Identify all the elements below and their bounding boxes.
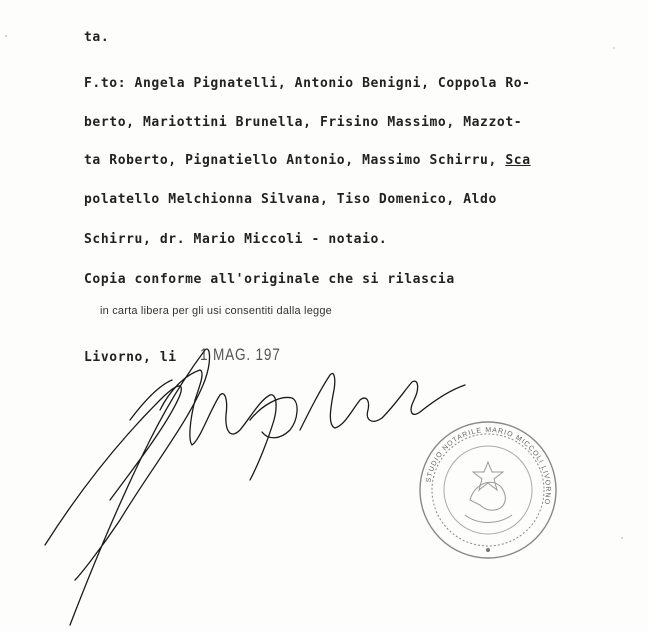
text-line-5: polatello Melchionna Silvana, Tiso Domenico, Aldo: [84, 192, 497, 207]
text-line-7: Copia conforme all'originale che si rilascia: [84, 272, 455, 287]
text-line-4-main: ta Roberto, Pignatiello Antonio, Massimo Schirru,: [84, 153, 506, 168]
text-line-1: ta.: [84, 30, 110, 45]
text-line-2: F.to: Angela Pignatelli, Antonio Benigni, Coppola Ro-: [84, 76, 531, 91]
text-line-6: Schirru, dr. Mario Miccoli - notaio.: [84, 232, 388, 247]
legal-stamp-line: in carta libera per gli usi consentiti dalla legge: [100, 305, 332, 317]
place-prefix: Livorno, li: [84, 350, 177, 365]
text-line-4-tail: Sca: [505, 153, 531, 168]
notary-seal: [420, 422, 556, 558]
handwritten-signature: [45, 349, 465, 625]
seal-text-path: STUDIO NOTARILE MARIO MICCOLI LIVORNO: [425, 426, 552, 506]
text-line-3: berto, Mariottini Brunella, Frisino Massimo, Mazzot-: [84, 115, 523, 130]
scan-specks: [5, 35, 623, 539]
date-stamp: 1 MAG. 197: [200, 345, 281, 364]
